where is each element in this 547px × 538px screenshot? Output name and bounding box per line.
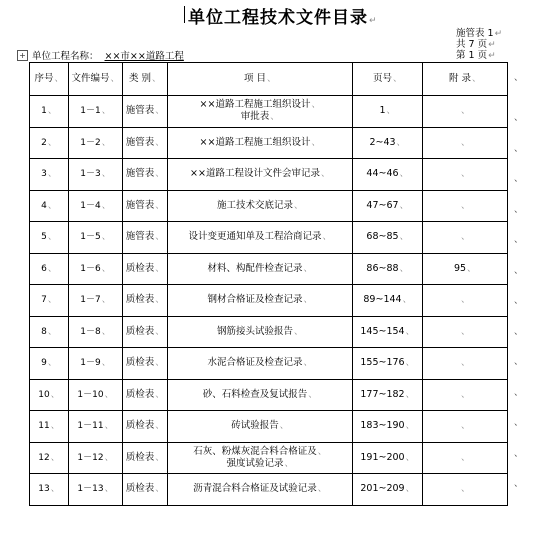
cell-appendix: 、: [423, 222, 508, 254]
cell-item: 砖试验报告、: [168, 411, 353, 443]
table-row: [30, 379, 508, 411]
cell-appendix: 、: [423, 159, 508, 191]
cell-seq: 10、: [30, 379, 69, 411]
row-end-mark: 、: [514, 174, 524, 184]
cell-code: 1－13、: [69, 474, 123, 506]
unit-name-label: 单位工程名称：: [32, 51, 99, 62]
cell-item: ××道路工程施工组织设计、 审批表、: [168, 96, 353, 128]
cell-seq: 8、: [30, 316, 69, 348]
table-row: [30, 159, 508, 191]
row-end-mark: 、: [514, 479, 524, 489]
table-row: [30, 222, 508, 254]
cell-appendix: 、: [423, 442, 508, 474]
table-row: [30, 442, 508, 474]
row-end-mark: 、: [514, 296, 524, 306]
table-row: [30, 474, 508, 506]
cell-category: 质检表、: [123, 253, 168, 285]
row-end-mark: 、: [514, 418, 524, 428]
cell-code: 1－11、: [69, 411, 123, 443]
cell-category: 质检表、: [123, 474, 168, 506]
cell-appendix: 、: [423, 285, 508, 317]
cell-code: 1－10、: [69, 379, 123, 411]
document-title: 单位工程技术文件目录↵: [188, 8, 378, 28]
row-end-mark: 、: [514, 357, 524, 367]
cell-appendix: 、: [423, 379, 508, 411]
cell-appendix: 95、: [423, 253, 508, 285]
cell-item: 钢材合格证及检查记录、: [168, 285, 353, 317]
table-move-handle-icon[interactable]: +: [17, 50, 28, 61]
cell-pages: 177~182、: [353, 379, 423, 411]
cell-seq: 4、: [30, 190, 69, 222]
cell-category: 质检表、: [123, 285, 168, 317]
cell-category: 质检表、: [123, 316, 168, 348]
cell-item: ××道路工程施工组织设计、: [168, 127, 353, 159]
header-item: 项 目、: [168, 63, 353, 96]
cell-appendix: 、: [423, 316, 508, 348]
table-row: [30, 127, 508, 159]
cell-appendix: 、: [423, 411, 508, 443]
cell-code: 1－4、: [69, 190, 123, 222]
row-end-mark: 、: [514, 113, 524, 123]
header-appendix: 附 录、: [423, 63, 508, 96]
cell-code: 1－8、: [69, 316, 123, 348]
cell-appendix: 、: [423, 96, 508, 128]
cell-seq: 12、: [30, 442, 69, 474]
row-end-mark: 、: [514, 73, 524, 83]
cell-category: 质检表、: [123, 348, 168, 380]
cell-category: 施管表、: [123, 127, 168, 159]
cell-seq: 13、: [30, 474, 69, 506]
cell-seq: 5、: [30, 222, 69, 254]
header-pages: 页号、: [353, 63, 423, 96]
cell-seq: 3、: [30, 159, 69, 191]
paragraph-mark: ↵: [369, 16, 378, 26]
cell-category: 质检表、: [123, 442, 168, 474]
table-row: [30, 316, 508, 348]
cell-category: 施管表、: [123, 96, 168, 128]
row-end-mark: 、: [514, 326, 524, 337]
cell-appendix: 、: [423, 127, 508, 159]
cell-seq: 2、: [30, 127, 69, 159]
row-end-mark: 、: [514, 265, 524, 276]
cell-pages: 155~176、: [353, 348, 423, 380]
cell-pages: 1、: [353, 96, 423, 128]
cell-item: 沥青混合料合格证及试验记录、: [168, 474, 353, 506]
row-end-mark: 、: [514, 204, 524, 215]
page-number: 第 1 页↵: [456, 50, 496, 61]
cell-pages: 183~190、: [353, 411, 423, 443]
table-row: [30, 285, 508, 317]
cell-item: 设计变更通知单及工程洽商记录、: [168, 222, 353, 254]
cell-code: 1－1、: [69, 96, 123, 128]
unit-name-line: [32, 48, 184, 62]
cell-appendix: 、: [423, 190, 508, 222]
cell-appendix: 、: [423, 474, 508, 506]
cell-item: 钢筋接头试验报告、: [168, 316, 353, 348]
cell-code: 1－7、: [69, 285, 123, 317]
table-row: [30, 411, 508, 443]
cell-pages: 68~85、: [353, 222, 423, 254]
table-body: [30, 96, 508, 506]
cell-seq: 6、: [30, 253, 69, 285]
table-row: [30, 96, 508, 128]
cell-seq: 1、: [30, 96, 69, 128]
cell-pages: 201~209、: [353, 474, 423, 506]
cell-pages: 86~88、: [353, 253, 423, 285]
form-code: 施管表 1↵: [456, 28, 503, 39]
cell-code: 1－3、: [69, 159, 123, 191]
cell-appendix: 、: [423, 348, 508, 380]
table-row: [30, 253, 508, 285]
cell-seq: 11、: [30, 411, 69, 443]
cell-seq: 7、: [30, 285, 69, 317]
header-seq: 序号、: [30, 63, 69, 96]
cell-item: 水泥合格证及检查记录、: [168, 348, 353, 380]
cell-category: 质检表、: [123, 411, 168, 443]
cell-category: 施管表、: [123, 190, 168, 222]
cell-item: 砂、石料检查及复试报告、: [168, 379, 353, 411]
cell-code: 1－12、: [69, 442, 123, 474]
cell-item: 石灰、粉煤灰混合料合格证及、 强度试验记录、: [168, 442, 353, 474]
cell-pages: 89~144、: [353, 285, 423, 317]
cell-category: 施管表、: [123, 159, 168, 191]
text-cursor: [184, 6, 185, 23]
cell-category: 施管表、: [123, 222, 168, 254]
cell-code: 1－2、: [69, 127, 123, 159]
cell-item: 材料、构配件检查记录、: [168, 253, 353, 285]
toc-table: [29, 62, 508, 506]
row-end-mark: 、: [514, 387, 524, 398]
cell-item: ××道路工程设计文件会审记录、: [168, 159, 353, 191]
cell-category: 质检表、: [123, 379, 168, 411]
cell-code: 1－9、: [69, 348, 123, 380]
table-row: [30, 348, 508, 380]
cell-pages: 47~67、: [353, 190, 423, 222]
cell-pages: 191~200、: [353, 442, 423, 474]
header-category: 类 别、: [123, 63, 168, 96]
cell-seq: 9、: [30, 348, 69, 380]
unit-name-value: ××市××道路工程: [104, 51, 184, 62]
row-end-mark: 、: [514, 448, 524, 459]
total-pages: 共 7 页↵: [456, 39, 496, 50]
header-code: 文件编号、: [69, 63, 123, 96]
cell-code: 1－5、: [69, 222, 123, 254]
row-end-mark: 、: [514, 143, 524, 154]
cell-pages: 2~43、: [353, 127, 423, 159]
table-row: [30, 190, 508, 222]
cell-code: 1－6、: [69, 253, 123, 285]
cell-item: 施工技术交底记录、: [168, 190, 353, 222]
row-end-mark: 、: [514, 235, 524, 245]
table-header-row: [30, 63, 508, 96]
cell-pages: 44~46、: [353, 159, 423, 191]
cell-pages: 145~154、: [353, 316, 423, 348]
